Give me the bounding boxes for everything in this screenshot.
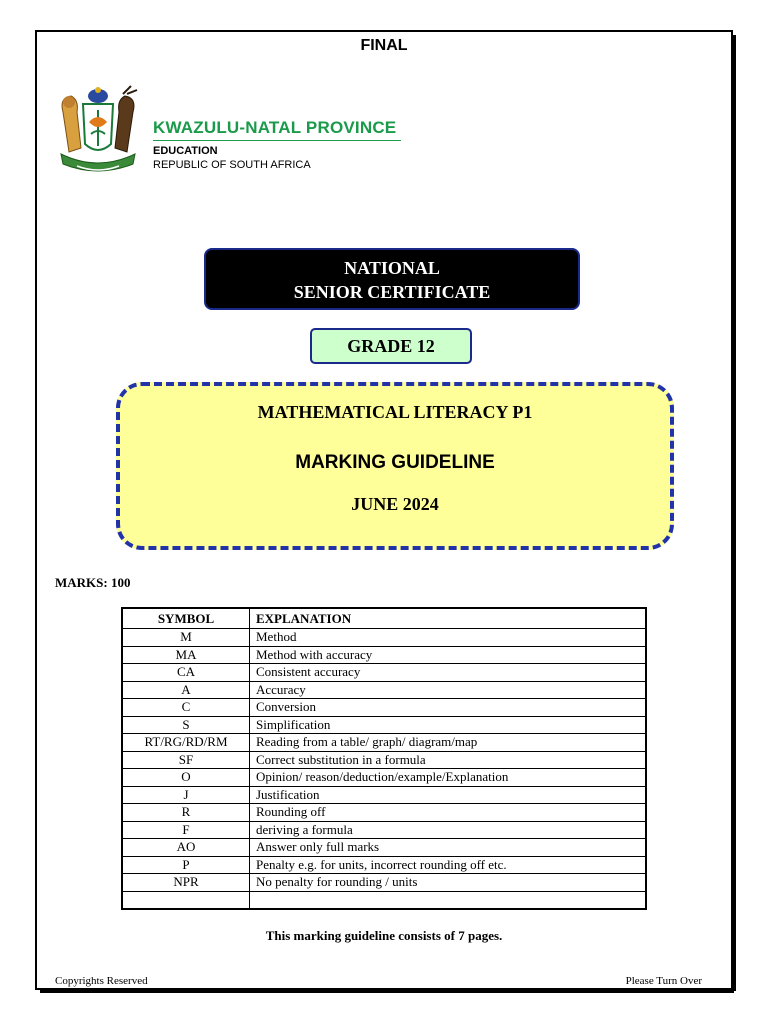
explanation-cell xyxy=(250,891,647,909)
explanation-cell: Method xyxy=(250,629,647,647)
table-row xyxy=(122,804,646,822)
table-row xyxy=(122,839,646,857)
certificate-banner xyxy=(204,248,580,310)
table-row xyxy=(122,716,646,734)
exam-date: JUNE 2024 xyxy=(351,494,439,514)
table-row xyxy=(122,646,646,664)
table-row xyxy=(122,699,646,717)
explanation-cell: Justification xyxy=(250,786,647,804)
column-header-explanation: EXPLANATION xyxy=(250,608,647,629)
explanation-cell: Method with accuracy xyxy=(250,646,647,664)
certificate-line-1: NATIONAL xyxy=(344,258,440,278)
document-type: MARKING GUIDELINE xyxy=(295,452,495,473)
explanation-cell: Penalty e.g. for units, incorrect rounding off etc. xyxy=(250,856,647,874)
symbol-cell: NPR xyxy=(122,874,250,892)
copyright-footer: Copyrights Reserved xyxy=(55,975,148,987)
table-row xyxy=(122,821,646,839)
explanation-cell: Conversion xyxy=(250,699,647,717)
symbol-cell: F xyxy=(122,821,250,839)
department-name: EDUCATION xyxy=(153,145,218,157)
status-label: FINAL xyxy=(360,37,408,54)
symbol-cell: R xyxy=(122,804,250,822)
explanation-cell: Reading from a table/ graph/ diagram/map xyxy=(250,734,647,752)
total-marks: MARKS: 100 xyxy=(55,575,131,590)
table-row xyxy=(122,769,646,787)
symbol-cell: SF xyxy=(122,751,250,769)
explanation-cell: Simplification xyxy=(250,716,647,734)
country-name: REPUBLIC OF SOUTH AFRICA xyxy=(153,159,311,171)
certificate-line-2: SENIOR CERTIFICATE xyxy=(293,282,491,302)
table-row xyxy=(122,629,646,647)
table-row xyxy=(122,891,646,909)
symbol-cell: AO xyxy=(122,839,250,857)
symbol-cell: C xyxy=(122,699,250,717)
symbol-cell: M xyxy=(122,629,250,647)
table-row xyxy=(122,856,646,874)
explanation-cell: Answer only full marks xyxy=(250,839,647,857)
symbols-table xyxy=(121,607,647,910)
explanation-cell: Consistent accuracy xyxy=(250,664,647,682)
symbol-cell: CA xyxy=(122,664,250,682)
explanation-cell: No penalty for rounding / units xyxy=(250,874,647,892)
explanation-cell: Correct substitution in a formula xyxy=(250,751,647,769)
subject-title: MATHEMATICAL LITERACY P1 xyxy=(257,402,533,422)
province-divider xyxy=(153,140,401,141)
symbol-cell xyxy=(122,891,250,909)
subject-panel xyxy=(116,382,674,550)
province-name: KWAZULU-NATAL PROVINCE xyxy=(153,118,397,137)
table-row xyxy=(122,681,646,699)
table-header-row xyxy=(122,608,646,629)
symbol-cell: O xyxy=(122,769,250,787)
grade-badge: GRADE 12 xyxy=(310,328,472,364)
explanation-cell: Rounding off xyxy=(250,804,647,822)
symbol-cell: S xyxy=(122,716,250,734)
table-row xyxy=(122,874,646,892)
symbol-cell: P xyxy=(122,856,250,874)
explanation-cell: Accuracy xyxy=(250,681,647,699)
symbol-cell: MA xyxy=(122,646,250,664)
table-row xyxy=(122,734,646,752)
symbol-cell: A xyxy=(122,681,250,699)
column-header-symbol: SYMBOL xyxy=(122,608,250,629)
page-count-note: This marking guideline consists of 7 pages. xyxy=(265,928,503,943)
explanation-cell: Opinion/ reason/deduction/example/Explanation xyxy=(250,769,647,787)
explanation-cell: deriving a formula xyxy=(250,821,647,839)
coat-of-arms-icon xyxy=(53,82,143,180)
symbol-cell: J xyxy=(122,786,250,804)
table-row xyxy=(122,786,646,804)
turn-over-footer: Please Turn Over xyxy=(625,975,702,987)
table-row xyxy=(122,664,646,682)
symbol-cell: RT/RG/RD/RM xyxy=(122,734,250,752)
table-row xyxy=(122,751,646,769)
